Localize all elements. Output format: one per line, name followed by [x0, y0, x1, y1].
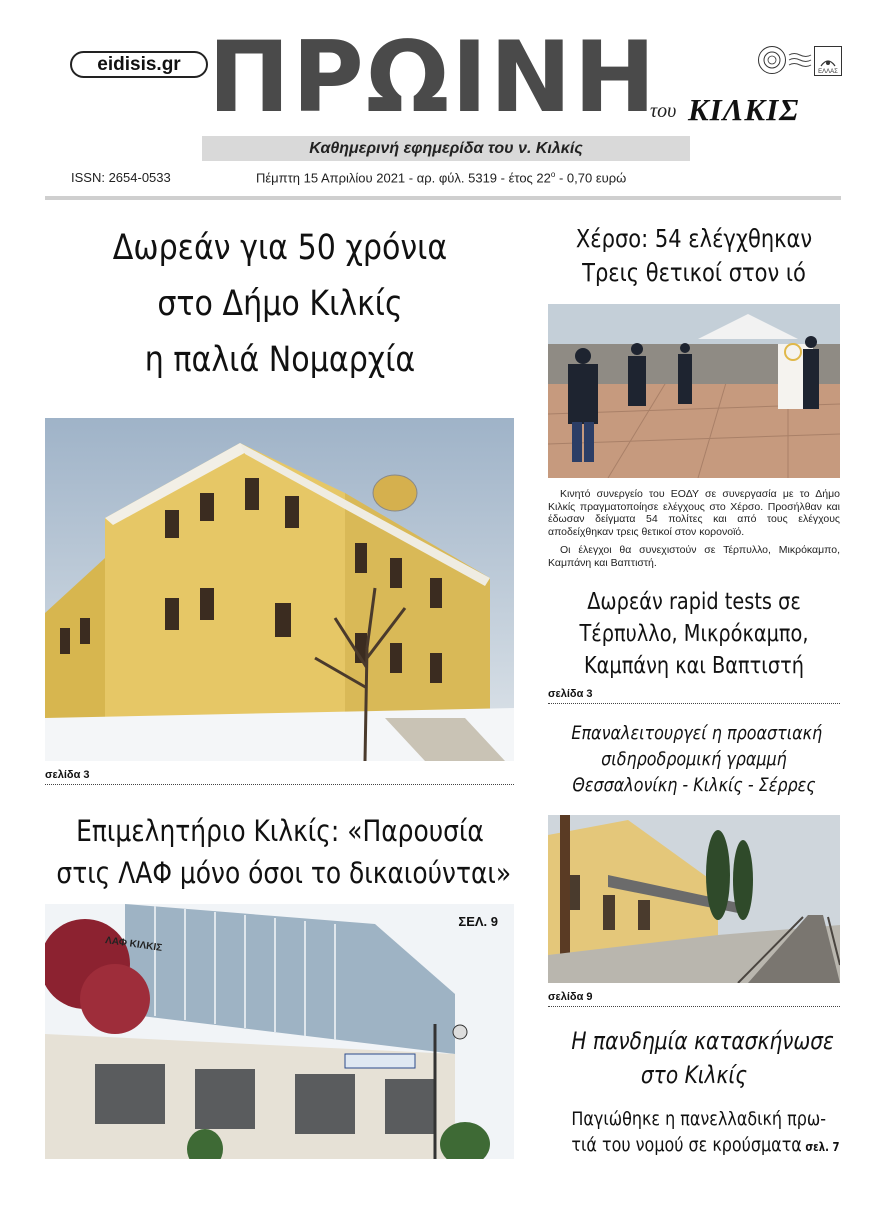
main-headline-line: στο Δήμο Κιλκίς — [157, 284, 403, 324]
story2-headline-line: Επιμελητήριο Κιλκίς: «Παρουσία — [76, 814, 484, 848]
right-story3-headline-line: Η πανδημία κατασκήνωσε — [571, 1027, 834, 1055]
title-suffix-small: του — [650, 100, 677, 122]
right-story1-subheadline[interactable] — [571, 586, 816, 682]
main-headline-line: Δωρεάν για 50 χρόνια — [112, 228, 448, 268]
story2-headline-line: στις ΛΑΦ μόνο όσοι το δικαιούνται» — [56, 856, 512, 890]
right-story3-body-line: τιά του νομού σε κρούσματα — [571, 1134, 802, 1156]
page-ref-text: σελίδα 9 — [548, 991, 593, 1003]
right-story1-subheadline-line: Τέρπυλλο, Μικρόκαμπο, — [579, 621, 809, 647]
newspaper-title: ΠΡΩΙΝΗ — [208, 21, 658, 135]
main-story-photo[interactable] — [45, 418, 514, 761]
subtitle-bar — [202, 136, 690, 161]
right-story3-page-ref[interactable]: σελ. 7 — [801, 1140, 840, 1154]
issue-sup: ο — [550, 170, 556, 179]
site-url-badge[interactable]: eidisis.gr — [70, 51, 208, 78]
right-story3-body-line: Παγιώθηκε η πανελλαδική πρω- — [571, 1108, 826, 1130]
subtitle-text: Καθημερινή εφημερίδα του ν. Κιλκίς — [309, 139, 583, 157]
right-story3-headline[interactable] — [571, 1024, 834, 1092]
right-story2-headline[interactable] — [571, 720, 823, 798]
right-story3-headline-line: στο Κιλκίς — [640, 1061, 748, 1089]
building-sign: ΛΑΦ ΚΙΛΚΙΣ — [104, 935, 163, 954]
stamp-icon — [814, 46, 842, 76]
right-story1-body-p1: Κινητό συνεργείο του ΕΟΔΥ σε συνεργασία με το Δήμο Κιλκίς πραγματοποίησε ελέγχους στο Χέρσο. Προσήλθαν και έδωσαν δείγματα 54 πολίτες και από τους ελέγχους αποδείχθηκαν τρεις θετικοί στον κορονοϊό. — [548, 488, 840, 538]
right-story1-subheadline-line: Καμπάνη και Βαπτιστή — [584, 653, 804, 679]
right-story1-photo[interactable] — [548, 304, 840, 478]
right-story1-subheadline-line: Δωρεάν rapid tests σε — [587, 589, 801, 615]
issue-line — [256, 170, 626, 185]
right-story1-page-ref[interactable] — [548, 688, 840, 704]
right-story1-body-p2: Οι έλεγχοι θα συνεχιστούν σε Τέρπυλλο, Μικρόκαμπο, Καμπάνη και Βαπτιστή. — [548, 544, 840, 569]
right-story2-page-ref[interactable] — [548, 991, 840, 1007]
story2-photo[interactable] — [45, 904, 514, 1159]
stamp-label: ΕΛΛΑΣ — [818, 69, 838, 75]
main-story-page-ref[interactable] — [45, 769, 514, 785]
issue-price: - 0,70 ευρώ — [555, 170, 627, 186]
main-headline-line: η παλιά Νομαρχία — [144, 340, 416, 380]
issue-date: Πέμπτη 15 Απριλίου 2021 - αρ. φύλ. 5319 - έτος 22 — [256, 170, 551, 186]
right-story3-body — [571, 1106, 840, 1160]
issn: ISSN: 2654-0533 — [71, 170, 171, 185]
masthead-rule — [45, 196, 841, 200]
seal-icon — [758, 46, 786, 74]
page-ref-text: σελίδα 3 — [45, 769, 90, 781]
right-story1-headline[interactable] — [571, 222, 816, 290]
right-story2-headline-line: Επαναλειτουργεί η προαστιακή — [571, 722, 823, 744]
postmark-icon — [788, 50, 812, 70]
right-story1-headline-line: Χέρσο: 54 ελέγχθηκαν — [575, 224, 813, 253]
right-story1-headline-line: Τρεις θετικοί στον ιό — [582, 258, 806, 287]
right-story2-headline-line: Θεσσαλονίκη - Κιλκίς - Σέρρες — [572, 774, 816, 796]
right-story2-headline-line: σιδηροδρομική γραμμή — [601, 748, 787, 770]
main-headline[interactable] — [80, 220, 479, 388]
story2-headline[interactable] — [56, 810, 512, 894]
right-story2-photo[interactable] — [548, 815, 840, 983]
page-ref-text: σελίδα 3 — [548, 688, 593, 700]
photo-page-badge[interactable]: ΣΕΛ. 9 — [458, 914, 498, 929]
title-suffix: ΚΙΛΚΙΣ — [688, 92, 800, 127]
